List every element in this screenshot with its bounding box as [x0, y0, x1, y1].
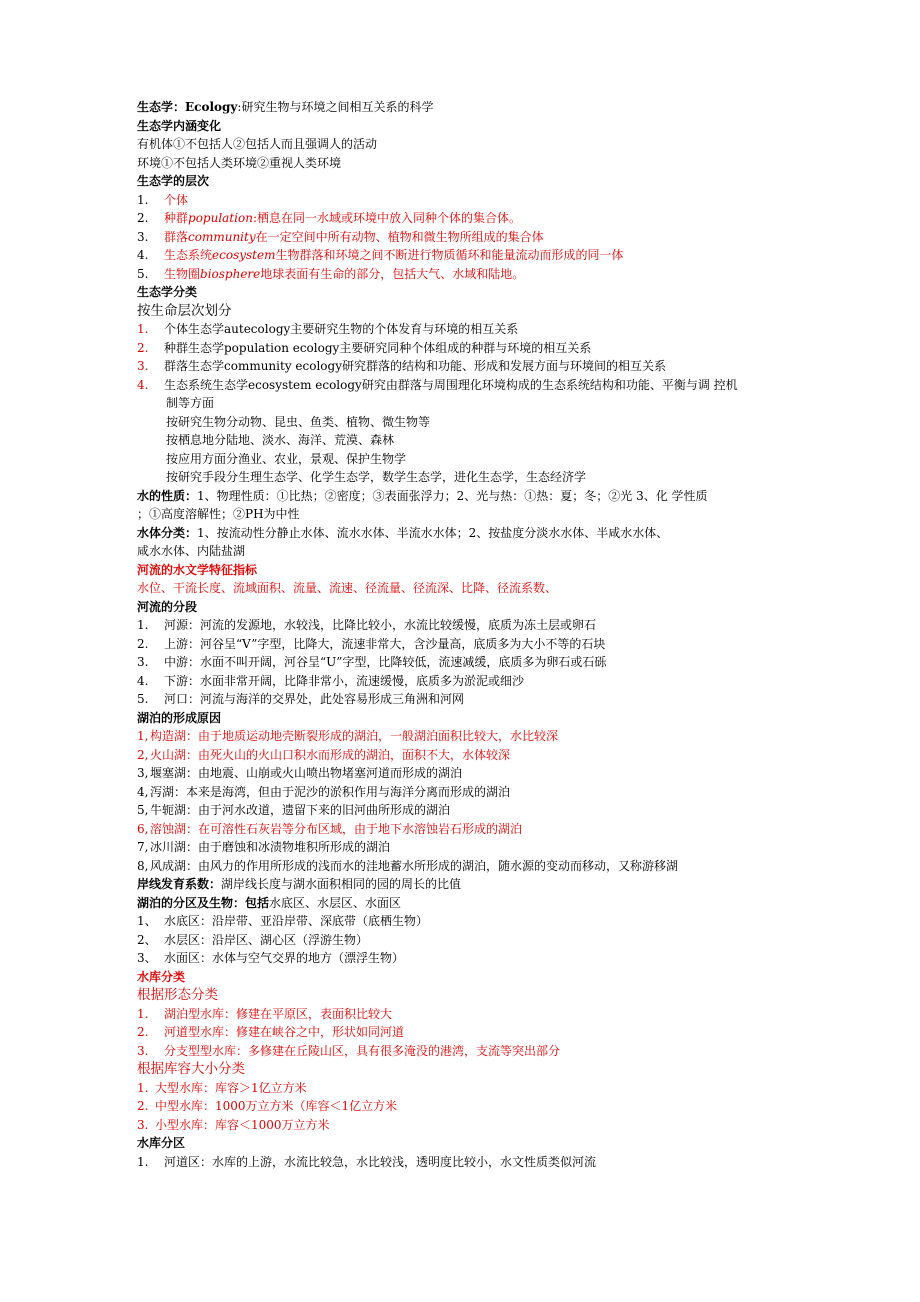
water-properties-cont: ；①高度溶解性；②PH为中性 [137, 507, 300, 521]
list-item [137, 635, 797, 654]
list-item [137, 783, 797, 802]
levels-heading: 生态学的层次 [137, 174, 210, 188]
item-text: 湖泊型水库：修建在平原区，表面积比较大 [164, 1006, 393, 1021]
list-item [137, 320, 797, 339]
list-item [137, 209, 797, 228]
item-text: 河道区：水库的上游，水流比较急，水比较浅，透明度比较小，水文性质类似河流 [164, 1154, 597, 1169]
list-item [137, 339, 797, 358]
list-item [137, 357, 797, 376]
list-item [137, 616, 797, 635]
item-text: 地球表面有生命的部分，包括大气、水域和陆地。 [260, 266, 525, 281]
item-text: 下游：水面非常开阔，比降非常小，流速缓慢，底质多为淤泥或细沙 [164, 673, 525, 688]
item-text: 生物圈 [164, 266, 201, 281]
ecology-definition [137, 98, 797, 117]
item-text: 河源：河流的发源地，水较浅，比降比较小，水流比较缓慢，底质为冻土层或卵石 [164, 618, 597, 632]
item-text: :栖息在同一水域或环境中放入同种个体的集合体。 [252, 211, 521, 225]
list-item [137, 1042, 797, 1061]
classification-list [137, 320, 797, 487]
list-item [137, 672, 797, 691]
item-text: 大型水库：库容＞1亿立方米 [155, 1080, 307, 1095]
list-item [137, 838, 797, 857]
item-number: 3, [137, 766, 149, 780]
reservoir-shape-subheading: 根据形态分类 [137, 987, 218, 1003]
list-item [137, 1153, 797, 1172]
classification-subheading: 按生命层次划分 [137, 302, 232, 319]
item-number: 1. [137, 322, 149, 336]
levels-list [137, 191, 797, 284]
item-number: 3. [137, 655, 149, 669]
item-text: 中型水库：1000万立方米（库容＜1亿立方米 [155, 1099, 398, 1113]
item-text: 在一定空间中所有动物、植物和微生物所组成的集合体 [255, 229, 544, 244]
lake-zones-text: 水底区、水层区、水面区 [269, 895, 402, 910]
list-item-continuation: 制等方面 [166, 396, 215, 410]
item-text: 种群 [164, 211, 189, 225]
list-item [137, 857, 797, 876]
item-number: 6, [137, 821, 149, 836]
list-item [137, 1097, 797, 1116]
item-number: 2. [137, 1099, 149, 1113]
list-item [137, 265, 797, 284]
item-number: 4. [137, 248, 149, 262]
item-text: 个体生态学autecology主要研究生物的个体发育与环境的相互关系 [164, 322, 519, 336]
item-text: 水底区：沿岸带、亚沿岸带、深底带（底栖生物） [164, 914, 429, 928]
item-text: 构造湖：由于地质运动地壳断裂形成的湖泊，一般湖泊面积比较大，水比较深 [150, 729, 559, 743]
river-heading: 河流的分段 [137, 599, 198, 614]
water-properties-text: 1、物理性质：①比热；②密度；③表面张浮力；2、光与热：①热：夏；冬；②光 3、化 学性质 [197, 488, 708, 503]
connotation-heading: 生态学内涵变化 [137, 118, 222, 133]
item-text: 风成湖：由风力的作用所形成的浅而水的洼地蓄水所形成的湖泊，随水源的变动而移动，又称游移湖 [150, 858, 679, 873]
classification-extra: 按应用方面分渔业、农业，景观、保护生物学 [166, 451, 407, 466]
item-text: 种群生态学population ecology主要研究同种个体组成的种群与环境的相互关系 [164, 340, 592, 355]
item-text: 中游：水面不叫开阔，河谷呈“U”字型，比降较低，流速减缓，底质多为卵石或石砾 [164, 655, 607, 669]
item-number: 5. [137, 266, 149, 281]
shoreline-coefficient [137, 875, 797, 894]
list-item [137, 653, 797, 672]
item-number: 1. [137, 618, 149, 632]
item-number: 2. [137, 636, 149, 651]
reservoir-size-subheading: 根据库容大小分类 [137, 1061, 245, 1077]
list-item [137, 801, 797, 820]
item-number: 5, [137, 803, 149, 817]
list-item [137, 690, 797, 709]
lake-list [137, 727, 797, 875]
classification-heading: 生态学分类 [137, 285, 198, 299]
item-text: 分支型型水库：多修建在丘陵山区，具有很多淹没的港湾，支流等突出部分 [164, 1043, 561, 1058]
item-text: 个体 [164, 192, 189, 207]
connotation-line: 有机体①不包括人②包括人而且强调人的活动 [137, 137, 378, 151]
classification-extra: 按研究生物分动物、昆虫、鱼类、植物、微生物等 [166, 414, 431, 429]
item-number: 4. [137, 673, 149, 688]
list-item [137, 191, 797, 210]
item-text: 生物群落和环境之间不断进行物质循环和能量流动而形成的同一体 [275, 248, 624, 262]
reservoir-zones-heading: 水库分区 [137, 1136, 186, 1150]
item-text: 火山湖：由死火山的火山口积水而形成的湖泊，面积不大，水体较深 [150, 747, 511, 762]
item-text: 生态系统生态学ecosystem ecology研究由群落与周围理化环境构成的生态系统结构和功能、平衡与调 控机 [164, 377, 738, 392]
item-number: 3. [137, 1117, 149, 1132]
item-text: 生态系统 [164, 248, 213, 262]
lake-zones-list [137, 912, 797, 968]
item-text: 上游：河谷呈“V”字型，比降大，流速非常大，含沙量高，底质多为大小不等的石块 [164, 636, 606, 651]
list-item [137, 1023, 797, 1042]
lake-zones [137, 894, 797, 913]
list-item [137, 912, 797, 931]
list-item [137, 764, 797, 783]
item-number: 2. [137, 211, 149, 225]
item-number: 2、 [137, 932, 157, 947]
connotation-line: 环境①不包括人类环境②重视人类环境 [137, 155, 342, 170]
list-item [137, 246, 797, 265]
item-text: 小型水库：库容＜1000万立方米 [155, 1117, 330, 1132]
item-number: 3. [137, 359, 149, 373]
item-text: 泻湖：本来是海湾，但由于泥沙的淤积作用与海洋分离而形成的湖泊 [150, 784, 511, 799]
list-item [137, 727, 797, 746]
list-item [137, 376, 797, 395]
list-item [137, 1116, 797, 1135]
item-text: 水层区：沿岸区、湖心区（浮游生物） [164, 932, 369, 947]
item-number: 4. [137, 377, 149, 392]
item-text: 牛轭湖：由于河水改道，遗留下来的旧河曲所形成的湖泊 [150, 803, 451, 817]
item-number: 4, [137, 784, 149, 799]
list-item [137, 228, 797, 247]
item-term: community [188, 229, 256, 244]
item-text: 河口：河流与海洋的交界处，此处容易形成三角洲和河网 [164, 692, 465, 706]
classification-extra: 按研究手段分生理生态学、化学生态学，数学生态学，进化生态学，生态经济学 [166, 470, 587, 484]
water-classification-label: 水体分类： [137, 525, 198, 540]
lake-heading: 湖泊的形成原因 [137, 710, 222, 725]
item-number: 1. [137, 1006, 149, 1021]
ecology-text: :研究生物与环境之间相互关系的科学 [237, 100, 434, 114]
list-item [137, 949, 797, 968]
reservoir-heading: 水库分类 [137, 969, 186, 984]
list-item [137, 931, 797, 950]
list-item [137, 746, 797, 765]
water-classification-text: 1、按流动性分静止水体、流水水体、半流水水体；2、按盐度分淡水水体、半咸水水体、 [197, 525, 669, 540]
reservoir-size-list [137, 1079, 797, 1135]
item-text: 群落 [164, 229, 189, 244]
water-classification [137, 524, 797, 543]
item-text: 冰川湖：由于磨蚀和冰渍物堆积所形成的湖泊 [150, 840, 391, 854]
list-item [137, 1079, 797, 1098]
item-number: 1. [137, 1154, 149, 1169]
hydro-heading: 河流的水文学特征指标 [137, 562, 258, 577]
water-properties [137, 487, 797, 506]
water-properties-label: 水的性质： [137, 488, 198, 503]
lake-zones-label: 湖泊的分区及生物：包括 [137, 895, 270, 910]
item-text: 水面区：水体与空气交界的地方（漂浮生物） [164, 951, 405, 965]
item-number: 2, [137, 747, 149, 762]
ecology-en: Ecology [185, 100, 238, 114]
item-number: 3、 [137, 951, 157, 965]
document-page [137, 98, 797, 1171]
shoreline-text: 湖岸线长度与湖水面积相同的园的周长的比值 [221, 877, 462, 891]
item-number: 3. [137, 229, 149, 244]
item-text: 堰塞湖：由地震、山崩或火山喷出物堵塞河道而形成的湖泊 [150, 766, 463, 780]
item-text: 溶蚀湖：在可溶性石灰岩等分布区域，由于地下水溶蚀岩石形成的湖泊 [150, 821, 523, 836]
item-number: 2. [137, 1025, 149, 1039]
shoreline-label: 岸线发育系数： [137, 877, 222, 891]
list-item [137, 820, 797, 839]
item-term: biosphere [200, 266, 261, 281]
item-number: 5. [137, 692, 149, 706]
river-list [137, 616, 797, 709]
item-number: 1, [137, 729, 149, 743]
item-term: population [188, 211, 253, 225]
hydro-indicators: 水位、干流长度、流域面积、流量、流速、径流量、径流深、比降、径流系数、 [137, 581, 558, 595]
item-number: 1. [137, 192, 149, 207]
item-number: 3. [137, 1043, 149, 1058]
classification-extra: 按栖息地分陆地、淡水、海洋、荒漠、森林 [166, 433, 395, 447]
water-classification-cont: 咸水水体、内陆盐湖 [137, 544, 246, 558]
item-number: 8, [137, 858, 149, 873]
item-term: ecosystem [212, 248, 276, 262]
reservoir-shape-list [137, 1005, 797, 1061]
item-text: 河道型水库：修建在峡谷之中，形状如同河道 [164, 1025, 405, 1039]
ecology-label: 生态学： [137, 100, 186, 114]
item-number: 7, [137, 840, 149, 854]
list-item [137, 1005, 797, 1024]
item-number: 1、 [137, 914, 157, 928]
item-number: 1. [137, 1080, 149, 1095]
item-text: 群落生态学community ecology研究群落的结构和功能、形成和发展方面与环境间的相互关系 [164, 359, 666, 373]
item-number: 2. [137, 340, 149, 355]
